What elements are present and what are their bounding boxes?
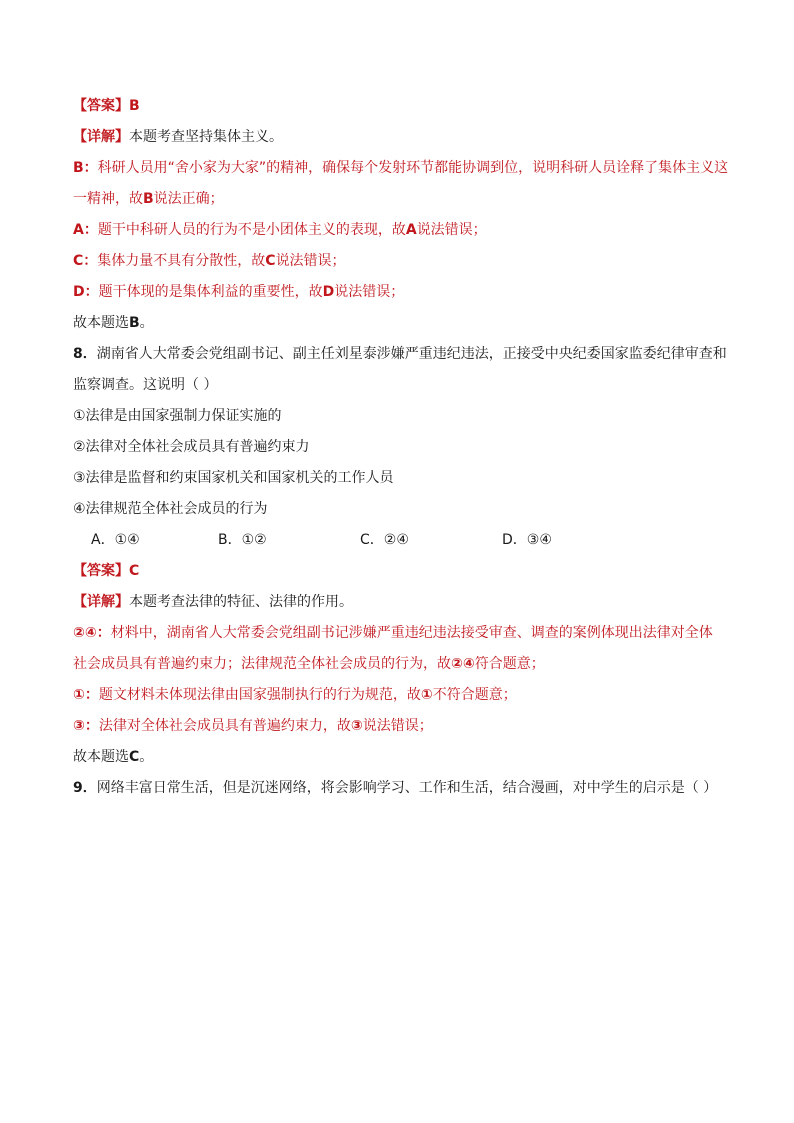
analysis-3-prefix: ③： — [73, 718, 99, 734]
q8-analysis-24-line-1 — [73, 623, 723, 643]
question-stem-1: 湖南省人大常委会党组副书记、副主任刘星泰涉嫌严重违纪违法，正接受中央纪委国家监委纪律审查和 — [96, 346, 727, 362]
detail-text: 本题考查坚持集体主义。 — [129, 129, 283, 145]
option-b-letter: B — [143, 191, 154, 207]
option-b-text-1: 科研人员用“舍小家为大家”的精神，确保每个发射环节都能协调到位，说明科研人员诠释了集体主义这 — [97, 160, 729, 176]
q8-statement-1: ①法律是由国家强制力保证实施的 — [73, 408, 282, 424]
analysis-1-text-end: 不符合题意； — [432, 687, 517, 703]
analysis-3-text-end: 说法错误； — [362, 718, 433, 734]
q8-analysis-24-line-2 — [73, 654, 723, 674]
conclusion-text: 故本题选 — [73, 749, 129, 765]
analysis-24-text-end: 符合题意； — [474, 656, 545, 672]
detail-tag: 【详解】 — [73, 594, 129, 610]
answer-tag: 【答案】 — [73, 98, 129, 114]
option-a: A．①④ — [91, 532, 140, 548]
conclusion-letter: C — [129, 749, 140, 765]
option-b-text-2c: 说法正确； — [153, 191, 224, 207]
q8-conclusion — [73, 747, 723, 767]
option-c-text: 集体力量不具有分散性，故 — [97, 253, 266, 269]
analysis-1-text: 题文材料未体现法律由国家强制执行的行为规范，故 — [98, 687, 421, 703]
q7-option-a-analysis — [73, 220, 723, 240]
question-number: 8． — [73, 346, 97, 362]
conclusion-text: 故本题选 — [73, 315, 129, 331]
answer-value: B — [129, 98, 140, 114]
q7-option-c-analysis — [73, 251, 723, 271]
detail-tag: 【详解】 — [73, 129, 129, 145]
option-d-letter: D — [322, 284, 335, 300]
q7-detail — [73, 127, 723, 147]
question-number: 9． — [73, 780, 97, 796]
option-a-prefix: A： — [73, 222, 98, 238]
analysis-24-prefix: ②④： — [73, 625, 111, 641]
question-stem-2: 监察调查。这说明（ ） — [73, 377, 218, 393]
q7-answer — [73, 96, 723, 116]
q8-answer — [73, 561, 723, 581]
option-c-letter: C — [265, 253, 276, 269]
q7-option-d-analysis — [73, 282, 723, 302]
conclusion-end: 。 — [139, 749, 154, 765]
q8-stem-1 — [73, 344, 727, 364]
option-d-text: 题干体现的是集体利益的重要性，故 — [98, 284, 323, 300]
q8-analysis-3 — [73, 716, 723, 736]
document-body — [73, 96, 729, 798]
option-d-text-end: 说法错误； — [334, 284, 405, 300]
option-d-prefix: D： — [73, 284, 99, 300]
option-a-letter: A — [405, 222, 417, 238]
analysis-1-mark: ① — [420, 687, 433, 703]
q8-analysis-1 — [73, 685, 723, 705]
q7-conclusion — [73, 313, 723, 333]
analysis-24-marks: ②④ — [451, 656, 475, 672]
analysis-24-text-2: 社会成员具有普遍约束力；法律规范全体社会成员的行为，故 — [73, 656, 451, 672]
option-b-text-2a: 一精神，故 — [73, 191, 143, 207]
q7-option-b-analysis-2 — [73, 189, 723, 209]
q7-option-b-analysis-1 — [73, 158, 729, 178]
q8-options — [73, 530, 723, 550]
answer-tag: 【答案】 — [73, 563, 129, 579]
q9-stem — [73, 778, 723, 798]
option-a-text-end: 说法错误； — [416, 222, 487, 238]
analysis-24-text-1: 材料中，湖南省人大常委会党组副书记涉嫌严重违纪违法接受审查、调查的案例体现出法律对全体 — [110, 625, 713, 641]
option-d: D．③④ — [502, 532, 552, 548]
option-c-text-end: 说法错误； — [275, 253, 346, 269]
option-b: B．①② — [218, 532, 267, 548]
q8-detail — [73, 592, 723, 612]
option-c-prefix: C： — [73, 253, 98, 269]
option-a-text: 题干中科研人员的行为不是小团体主义的表现，故 — [97, 222, 406, 238]
answer-value: C — [129, 563, 140, 579]
detail-text: 本题考查法律的特征、法律的作用。 — [129, 594, 353, 610]
q8-statement-2: ②法律对全体社会成员具有普遍约束力 — [73, 439, 310, 455]
q8-statement-4: ④法律规范全体社会成员的行为 — [73, 501, 268, 517]
analysis-3-mark: ③ — [350, 718, 363, 734]
question-stem: 网络丰富日常生活，但是沉迷网络，将会影响学习、工作和生活，结合漫画，对中学生的启示是（ ） — [96, 780, 718, 796]
analysis-3-text: 法律对全体社会成员具有普遍约束力，故 — [98, 718, 351, 734]
conclusion-letter: B — [129, 315, 140, 331]
option-c: C．②④ — [360, 532, 409, 548]
conclusion-end: 。 — [139, 315, 154, 331]
analysis-1-prefix: ①： — [73, 687, 99, 703]
q8-stem-2 — [73, 375, 723, 395]
option-b-prefix: B： — [73, 160, 98, 176]
q8-statement-3: ③法律是监督和约束国家机关和国家机关的工作人员 — [73, 470, 394, 486]
